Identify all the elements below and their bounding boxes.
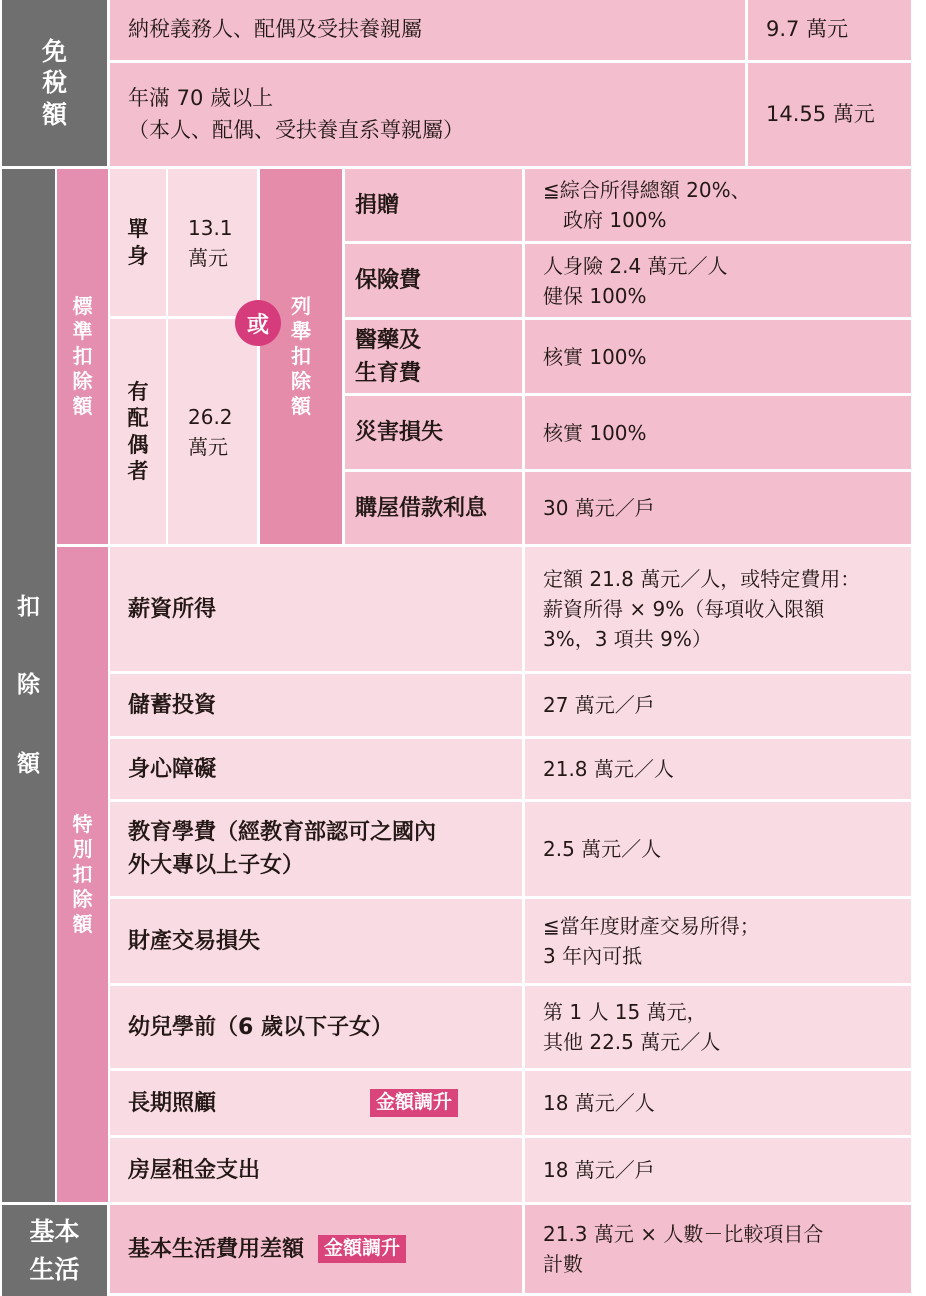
itemized-deduction-label: 列舉扣除額 bbox=[260, 169, 342, 544]
exemption-label: 免稅額 bbox=[2, 0, 107, 166]
special-value: 27 萬元／戶 bbox=[525, 674, 911, 736]
itemized-value: 人身險 2.4 萬元／人 健保 100% bbox=[525, 244, 911, 317]
special-name: 薪資所得 bbox=[110, 547, 522, 671]
special-value: 18 萬元／戶 bbox=[525, 1138, 911, 1202]
special-value: 第 1 人 15 萬元， 其他 22.5 萬元／人 bbox=[525, 986, 911, 1068]
or-badge: 或 bbox=[235, 300, 281, 346]
special-name: 幼兒學前（6 歲以下子女） bbox=[110, 986, 522, 1068]
special-name: 教育學費（經教育部認可之國內 外大專以上子女） bbox=[110, 802, 522, 896]
exemption-amount-1: 9.7 萬元 bbox=[748, 0, 911, 60]
special-value: 18 萬元／人 bbox=[525, 1071, 911, 1135]
exemption-amount-2: 14.55 萬元 bbox=[748, 63, 911, 166]
itemized-value: 30 萬元／戶 bbox=[525, 472, 911, 544]
basic-living-item: 基本生活費用差額 金額調升 bbox=[110, 1205, 522, 1293]
increase-badge: 金額調升 bbox=[370, 1089, 458, 1117]
itemized-name: 捐贈 bbox=[345, 169, 522, 241]
itemized-name: 醫藥及 生育費 bbox=[345, 320, 522, 393]
standard-deduction-label: 標準扣除額 bbox=[57, 169, 108, 544]
deduction-label: 扣除額 bbox=[2, 169, 55, 1202]
special-name: 儲蓄投資 bbox=[110, 674, 522, 736]
itemized-value: 核實 100% bbox=[525, 396, 911, 469]
basic-living-value: 21.3 萬元 × 人數－比較項目合 計數 bbox=[525, 1205, 911, 1293]
special-value: 2.5 萬元／人 bbox=[525, 802, 911, 896]
itemized-value: 核實 100% bbox=[525, 320, 911, 393]
special-value: 定額 21.8 萬元／人，或特定費用： 薪資所得 × 9%（每項收入限額 3%，3 項共 9%） bbox=[525, 547, 911, 671]
itemized-name: 購屋借款利息 bbox=[345, 472, 522, 544]
special-value: ≦當年度財產交易所得； 3 年內可抵 bbox=[525, 899, 911, 983]
basic-living-label: 基本 生活 bbox=[2, 1205, 107, 1296]
special-name: 財產交易損失 bbox=[110, 899, 522, 983]
increase-badge: 金額調升 bbox=[318, 1235, 406, 1263]
married-amount: 26.2 萬元 bbox=[168, 319, 257, 544]
itemized-name: 災害損失 bbox=[345, 396, 522, 469]
single-amount: 13.1 萬元 bbox=[168, 169, 257, 316]
special-value: 21.8 萬元／人 bbox=[525, 739, 911, 799]
itemized-name: 保險費 bbox=[345, 244, 522, 317]
special-name: 房屋租金支出 bbox=[110, 1138, 522, 1202]
exemption-item-2: 年滿 70 歲以上 （本人、配偶、受扶養直系尊親屬） bbox=[110, 63, 745, 166]
exemption-item-1: 納稅義務人、配偶及受扶養親屬 bbox=[110, 0, 745, 60]
special-name: 長期照顧 金額調升 bbox=[110, 1071, 522, 1135]
itemized-value: ≦綜合所得總額 20%、 政府 100% bbox=[525, 169, 911, 241]
special-name: 身心障礙 bbox=[110, 739, 522, 799]
single-label: 單身 bbox=[110, 169, 166, 316]
married-label: 有配偶者 bbox=[110, 319, 166, 544]
special-deduction-label: 特別扣除額 bbox=[57, 547, 108, 1202]
